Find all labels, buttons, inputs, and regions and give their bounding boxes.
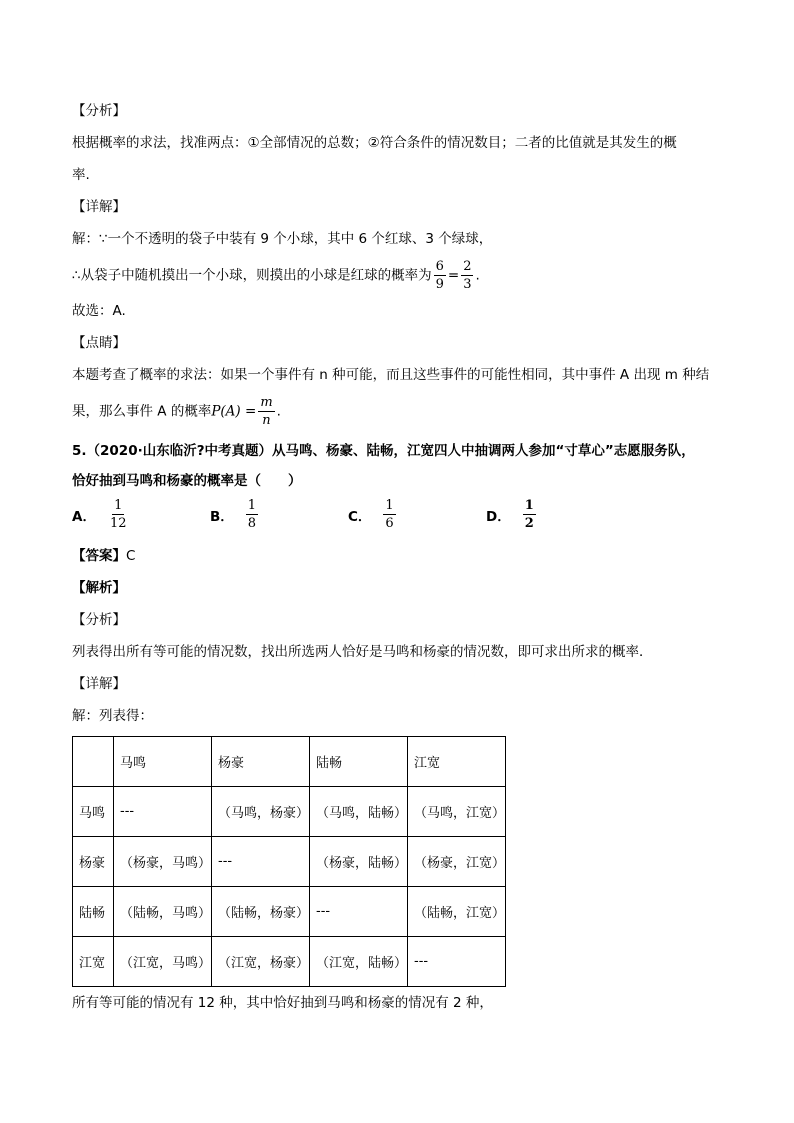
probability-formula: P(A) =	[211, 403, 257, 420]
table-cell: 陆畅	[310, 737, 408, 787]
option-label: C．	[348, 508, 372, 525]
fraction-six-ninths	[434, 259, 446, 292]
option-a	[72, 498, 131, 531]
option-label: D．	[486, 508, 511, 525]
table-cell: （陆畅，马鸣）	[114, 887, 212, 937]
heading-comment: 【点睛】	[72, 335, 126, 351]
equals-sign: =	[447, 267, 460, 284]
answer-choice-text: 故选：A.	[72, 303, 126, 319]
detail-line2-prefix: ∴从袋子中随机摸出一个小球，则摸出的小球是红球的概率为	[72, 267, 432, 284]
table-cell: 杨豪	[212, 737, 310, 787]
table-cell	[73, 737, 114, 787]
table-cell: （江宽，陆畅）	[310, 937, 408, 987]
fraction-denominator: 9	[435, 277, 444, 292]
comment-text-line2	[72, 395, 281, 428]
option-fraction	[383, 498, 395, 531]
fraction-numerator: 2	[463, 259, 472, 274]
option-b	[210, 498, 260, 531]
option-c	[348, 498, 398, 531]
heading-detail-q5: 【详解】	[72, 676, 126, 692]
table-cell: ---	[114, 787, 212, 837]
table-cell: 马鸣	[73, 787, 114, 837]
fraction-numerator: m	[260, 395, 273, 410]
table-row	[73, 737, 506, 787]
option-label: B．	[210, 508, 234, 525]
fraction-denominator: 3	[463, 277, 472, 292]
question-5-stem-line1: 5.（2020·山东临沂?中考真题）从马鸣、杨豪、陆畅，江宽四人中抽调两人参加“寸草心”志愿服务队，	[72, 443, 695, 459]
table-cell: 江宽	[73, 937, 114, 987]
comment-line2-suffix: .	[276, 403, 281, 420]
conclusion-text: 所有等可能的情况有 12 种，其中恰好抽到马鸣和杨豪的情况有 2 种，	[72, 995, 493, 1011]
table-cell: （马鸣，江宽）	[408, 787, 506, 837]
fraction-m-over-n	[258, 395, 274, 428]
table-cell: （陆畅，杨豪）	[212, 887, 310, 937]
fraction-numerator: 6	[435, 259, 444, 274]
fraction-denominator: 6	[385, 516, 394, 531]
heading-analysis: 【分析】	[72, 103, 126, 119]
table-cell: 陆畅	[73, 887, 114, 937]
table-cell: ---	[310, 887, 408, 937]
answer-value: C	[126, 548, 136, 564]
table-cell: （马鸣，杨豪）	[212, 787, 310, 837]
answer-label: 【答案】	[72, 548, 126, 564]
table-cell: ---	[212, 837, 310, 887]
option-fraction	[108, 498, 129, 531]
analysis-text-q5: 列表得出所有等可能的情况数，找出所选两人恰好是马鸣和杨豪的情况数，即可求出所求的概率．	[72, 644, 653, 660]
question-5-stem-line2: 恰好抽到马鸣和杨豪的概率是（ ）	[72, 473, 302, 489]
table-cell: （陆畅，江宽）	[408, 887, 506, 937]
table-cell: （杨豪，陆畅）	[310, 837, 408, 887]
table-cell: （马鸣，陆畅）	[310, 787, 408, 837]
table-row	[73, 837, 506, 887]
heading-analysis-q5: 【分析】	[72, 612, 126, 628]
detail-text-line2	[72, 259, 480, 292]
fraction-numerator: 1	[385, 498, 394, 513]
option-fraction	[246, 498, 258, 531]
fraction-denominator: 12	[109, 516, 127, 531]
detail-line2-suffix: .	[475, 267, 480, 284]
table-cell: 马鸣	[114, 737, 212, 787]
fraction-numerator: 1	[114, 498, 123, 513]
analysis-text-line1: 根据概率的求法，找准两点：①全部情况的总数；②符合条件的情况数目；二者的比值就是其发生的概	[72, 135, 677, 151]
heading-detail: 【详解】	[72, 199, 126, 215]
table-row	[73, 887, 506, 937]
fraction-denominator: n	[262, 413, 271, 428]
table-row	[73, 787, 506, 837]
table-row	[73, 937, 506, 987]
table-cell: （杨豪，马鸣）	[114, 837, 212, 887]
table-cell: （江宽，杨豪）	[212, 937, 310, 987]
option-d	[486, 498, 538, 531]
heading-explanation: 【解析】	[72, 580, 126, 596]
fraction-denominator: 8	[247, 516, 257, 531]
comment-text-line1: 本题考查了概率的求法：如果一个事件有 n 种可能，而且这些事件的可能性相同，其中事件 A 出现 m 种结	[72, 367, 710, 383]
option-label: A．	[72, 508, 96, 525]
fraction-numerator: 1	[247, 498, 257, 513]
fraction-numerator: 1	[524, 498, 534, 513]
fraction-two-thirds	[461, 259, 473, 292]
answer-line	[72, 546, 135, 566]
table-cell: 杨豪	[73, 837, 114, 887]
table-intro: 解：列表得：	[72, 708, 153, 724]
detail-text-line1: 解：∵一个不透明的袋子中装有 9 个小球，其中 6 个红球、3 个绿球，	[72, 231, 493, 247]
outcome-table	[72, 736, 506, 987]
table-cell: （杨豪，江宽）	[408, 837, 506, 887]
comment-line2-prefix: 果，那么事件 A 的概率	[72, 403, 212, 420]
option-fraction	[523, 498, 536, 531]
analysis-text-line2: 率.	[72, 167, 90, 183]
table-cell: （江宽，马鸣）	[114, 937, 212, 987]
table-cell: 江宽	[408, 737, 506, 787]
table-cell: ---	[408, 937, 506, 987]
fraction-denominator: 2	[524, 516, 534, 531]
